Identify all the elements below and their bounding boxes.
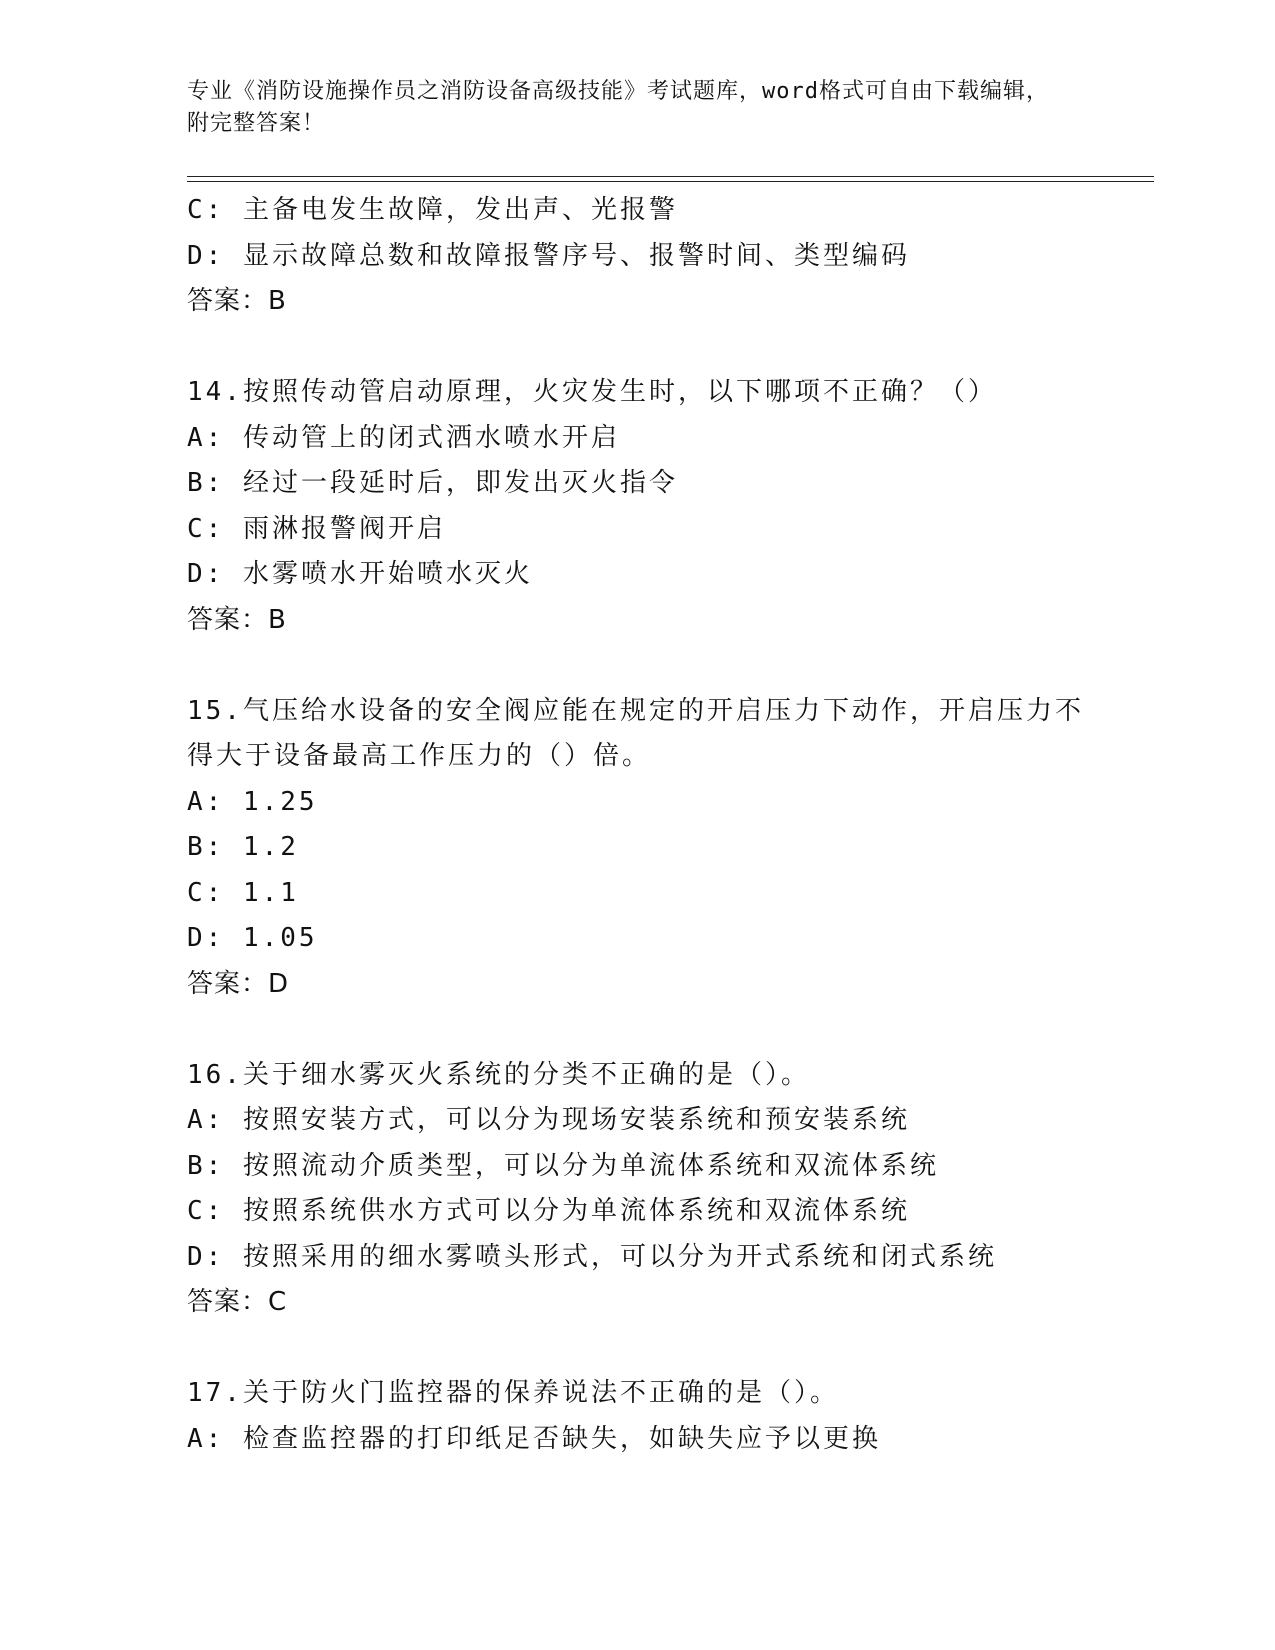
spacer [187, 1326, 1087, 1372]
q13-answer: 答案：B [187, 286, 287, 316]
q13-option-d: D: 显示故障总数和故障报警序号、报警时间、类型编码 [187, 240, 910, 271]
q16-option-d: D: 按照采用的细水雾喷头形式，可以分为开式系统和闭式系统 [187, 1241, 997, 1272]
spacer [187, 1007, 1087, 1053]
q15-option-b: B: 1.2 [187, 832, 299, 862]
q15-option-c: C: 1.1 [187, 877, 299, 908]
document-header: 专业《消防设施操作员之消防设备高级技能》考试题库，word格式可自由下载编辑，附完整答案！ [187, 79, 1049, 136]
q14-option-a: A: 传动管上的闭式洒水喷水开启 [187, 422, 620, 453]
q15-option-a: A: 1.25 [187, 786, 318, 817]
q14-answer: 答案：B [187, 604, 287, 635]
q14-option-d: D: 水雾喷水开始喷水灭火 [187, 559, 533, 589]
header-rule-bottom [187, 181, 1154, 182]
spacer [187, 643, 1087, 689]
q16-option-b: B: 按照流动介质类型，可以分为单流体系统和双流体系统 [187, 1150, 939, 1181]
q17-stem: 17.关于防火门监控器的保养说法不正确的是（）。 [187, 1378, 839, 1408]
q16-stem: 16.关于细水雾灭火系统的分类不正确的是（）。 [187, 1059, 810, 1090]
q15-stem-line-2: 得大于设备最高工作压力的（）倍。 [187, 741, 652, 771]
q14-option-c: C: 雨淋报警阀开启 [187, 513, 446, 544]
question-content [187, 188, 1087, 1462]
q17-option-a: A: 检查监控器的打印纸足否缺失，如缺失应予以更换 [187, 1423, 881, 1454]
q15-stem-line-1: 15.气压给水设备的安全阀应能在规定的开启压力下动作，开启压力不 [187, 695, 1084, 726]
q14-stem: 14.按照传动管启动原理，火灾发生时，以下哪项不正确？（） [187, 377, 997, 407]
header-rule-top [187, 176, 1154, 177]
q14-option-b: B: 经过一段延时后，即发出灭火指令 [187, 468, 678, 498]
spacer [187, 325, 1087, 371]
q16-option-c: C: 按照系统供水方式可以分为单流体系统和双流体系统 [187, 1196, 910, 1226]
q15-option-d: D: 1.05 [187, 923, 318, 953]
q13-option-c: C: 主备电发生故障，发出声、光报警 [187, 195, 678, 225]
q16-answer: 答案：C [187, 1287, 288, 1317]
q16-option-a: A: 按照安装方式，可以分为现场安装系统和预安装系统 [187, 1105, 910, 1135]
q15-answer: 答案：D [187, 968, 290, 999]
